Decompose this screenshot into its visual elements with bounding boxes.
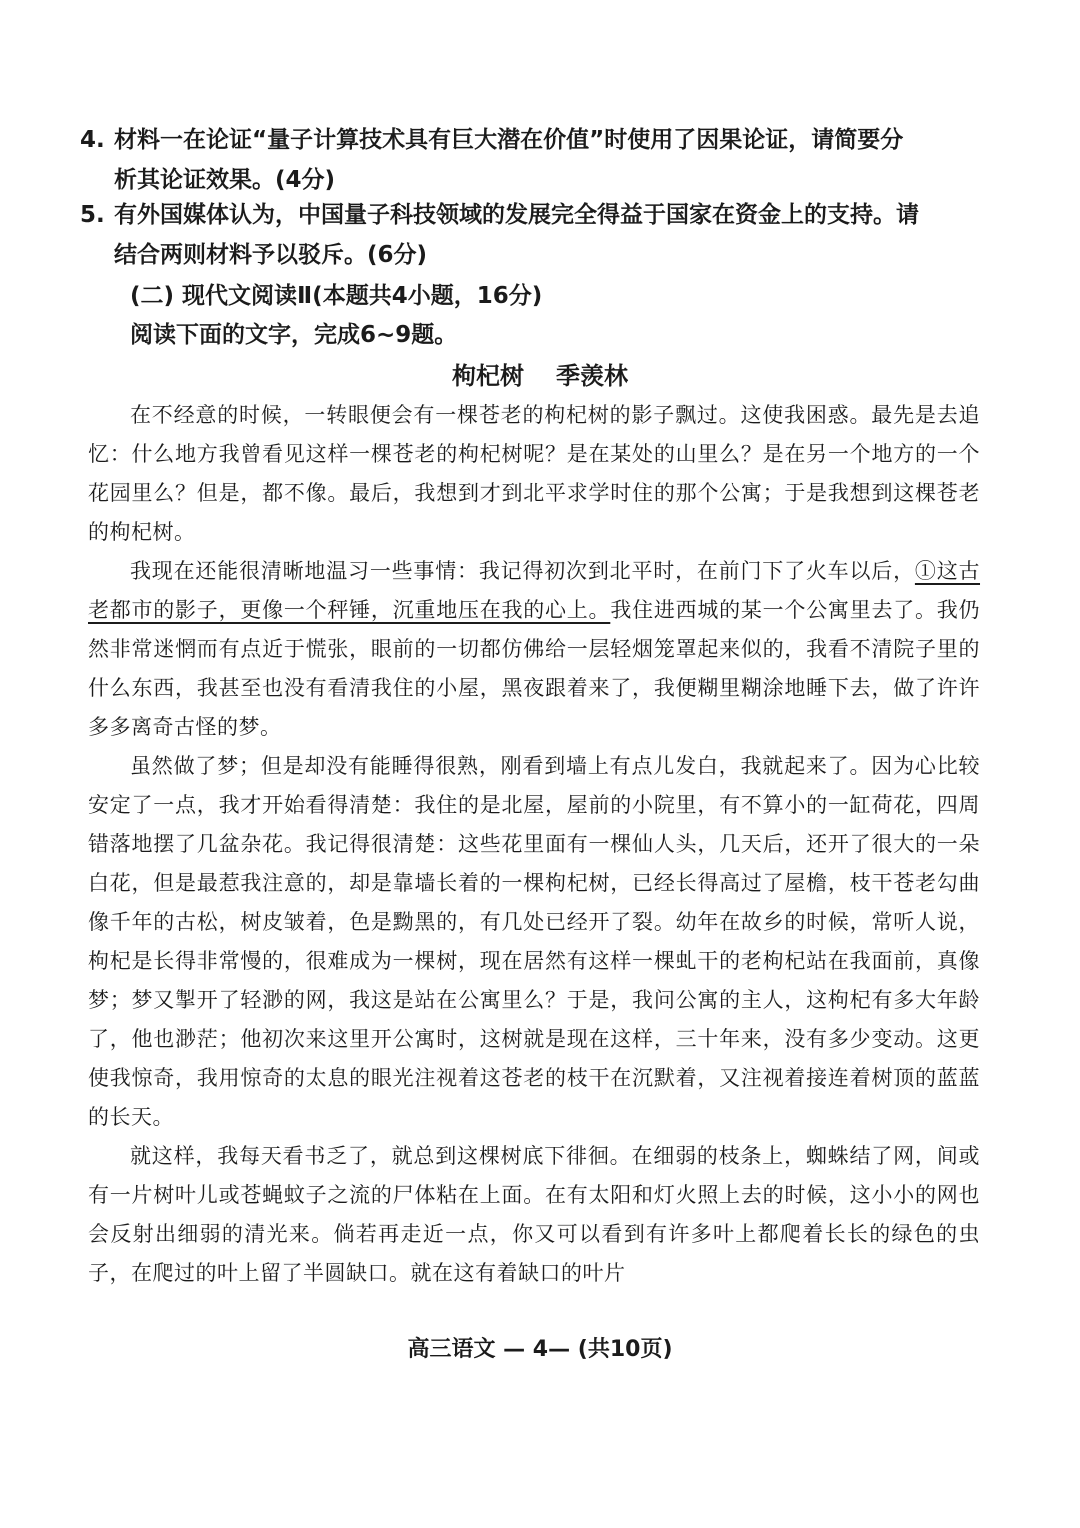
underlined-sentence-1: ①这古老都市的影子，更像一个秤锤，沉重地压在我的心上。 bbox=[88, 559, 981, 622]
question-number: 4. bbox=[80, 127, 105, 153]
paragraph-4: 就这样，我每天看书乏了，就总到这棵树底下徘徊。在细弱的枝条上，蜘蛛结了网，间或有一片树叶儿或苍蝇蚊子之流的尸体粘在上面。在有太阳和灯火照上去的时候，这小小的网也会反射出细弱的清光来。倘若再走近一点，你又可以看到有许多叶上都爬着长长的绿色的虫子，在爬过的叶上留了半圆缺口。就在这有着缺口的叶片 bbox=[88, 1144, 980, 1285]
question-5 bbox=[80, 195, 980, 275]
paragraph-2-end: 我住进西城的某一个公寓里去了。我仍然非常迷惘而有点近于慌张，眼前的一切都仿佛给一层轻烟笼罩起来似的，我看不清院子里的什么东西，我甚至也没有看清我住的小屋，黑夜跟着来了，我便糊里糊涂地睡下去，做了许许多多离奇古怪的梦。 bbox=[88, 598, 981, 739]
question-4 bbox=[80, 120, 980, 200]
article-body bbox=[88, 396, 980, 1293]
paragraph-1: 在不经意的时候，一转眼便会有一棵苍老的枸杞树的影子飘过。这使我困惑。最先是去追忆：什么地方我曾看见这样一棵苍老的枸杞树呢？是在某处的山里么？是在另一个地方的一个花园里么？但是，都不像。最后，我想到才到北平求学时住的那个公寓；于是我想到这棵苍老的枸杞树。 bbox=[88, 403, 980, 544]
question-text-line1: 有外国媒体认为，中国量子科技领域的发展完全得益于国家在资金上的支持。请 bbox=[114, 202, 919, 228]
paragraph-3: 虽然做了梦；但是却没有能睡得很熟，刚看到墙上有点儿发白，我就起来了。因为心比较安定了一点，我才开始看得清楚：我住的是北屋，屋前的小院里，有不算小的一缸荷花，四周错落地摆了几盆杂花。我记得很清楚：这些花里面有一棵仙人头，几天后，还开了很大的一朵白花，但是最惹我注意的，却是靠墙长着的一棵枸杞树，已经长得高过了屋檐，枝干苍老勾曲像千年的古松，树皮皱着，色是黝黑的，有几处已经开了裂。幼年在故乡的时候，常听人说，枸杞是长得非常慢的，很难成为一棵树，现在居然有这样一棵虬干的老枸杞站在我面前，真像梦；梦又掣开了轻渺的网，我这是站在公寓里么？于是，我问公寓的主人，这枸杞有多大年龄了，他也渺茫；他初次来这里开公寓时，这树就是现在这样，三十年来，没有多少变动。这更使我惊奇，我用惊奇的太息的眼光注视着这苍老的枝干在沉默着，又注视着接连着树顶的蓝蓝的长天。 bbox=[88, 754, 980, 1129]
article-title: 枸杞树 bbox=[452, 362, 524, 390]
section-heading: (二) 现代文阅读Ⅱ(本题共4小题，16分) bbox=[130, 283, 543, 309]
reading-instruction: 阅读下面的文字，完成6~9题。 bbox=[130, 322, 458, 348]
question-text-line2: 结合两则材料予以驳斥。(6分) bbox=[114, 242, 428, 268]
paragraph-2-start: 我现在还能很清晰地温习一些事情：我记得初次到北平时，在前门下了火车以后， bbox=[130, 559, 915, 583]
article-title-line bbox=[0, 356, 1080, 396]
article-author: 季羡林 bbox=[556, 362, 628, 390]
paragraph-2 bbox=[88, 552, 980, 747]
question-number: 5. bbox=[80, 202, 105, 228]
question-text-line2: 析其论证效果。(4分) bbox=[114, 167, 336, 193]
question-text-line1: 材料一在论证“量子计算技术具有巨大潜在价值”时使用了因果论证，请简要分 bbox=[114, 127, 904, 153]
page-footer: 高三语文 — 4— (共10页) bbox=[407, 1337, 673, 1362]
